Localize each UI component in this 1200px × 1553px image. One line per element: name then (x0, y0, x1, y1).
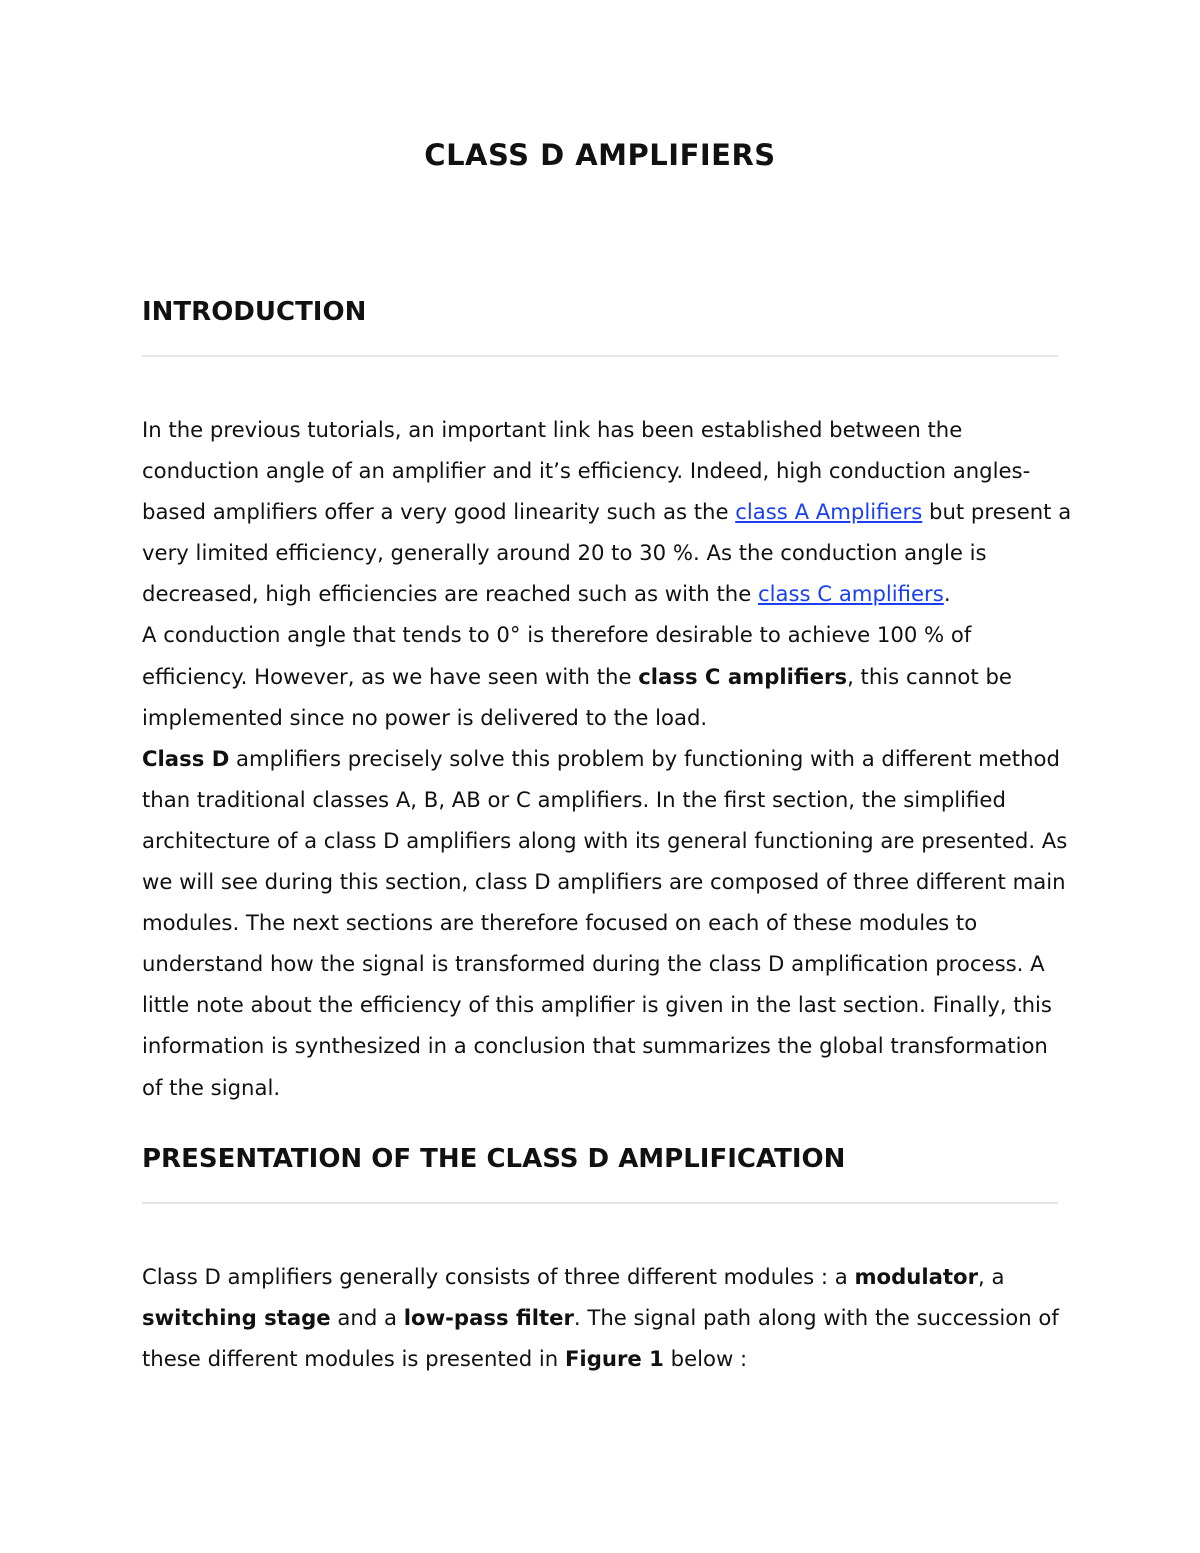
figure-reference: Figure 1 (564, 1346, 664, 1372)
paragraph-text: Class D amplifiers generally consists of three different modules : a (142, 1264, 855, 1289)
paragraph-text: A conduction angle that tends to 0° is therefore desirable to achieve 100 % of efficiency. However, as we have seen with the (142, 622, 972, 689)
paragraph-text: amplifiers precisely solve this problem by functioning with a different method than traditional classes A, B, AB or C amplifiers. In the first section, the simplified architecture of a class D amplifiers along with its general functioning are presented. As we will see during this section, class D amplifiers are composed of three different main modules. The next sections are therefore focused on each of these modules to understand how the signal is transformed during the class D amplification process. A little note about the efficiency of this amplifier is given in the last section. Finally, this information is synthesized in a conclusion that summarizes the global transformation of the signal. (142, 745, 1068, 1100)
paragraph (142, 409, 1072, 614)
class-c-amplifiers-link[interactable]: class C amplifiers (757, 581, 944, 607)
presentation-body (142, 1256, 1072, 1379)
section-heading-presentation: PRESENTATION OF THE CLASS D AMPLIFICATION (142, 1144, 846, 1174)
paragraph (142, 614, 1072, 737)
section-heading-introduction: INTRODUCTION (142, 297, 367, 327)
bold-term: Class D (142, 745, 230, 771)
introduction-body (142, 409, 1072, 1108)
section-divider (142, 355, 1058, 357)
section-divider (142, 1202, 1058, 1204)
bold-term: low-pass filter (403, 1305, 574, 1331)
paragraph (142, 738, 1072, 1108)
paragraph-text: but present a very limited efficiency, generally around 20 to 30 %. As the conduction angle is decreased, high efficiencies are reached such as with the (142, 499, 1072, 607)
bold-term: class C amplifiers (638, 663, 848, 689)
bold-term: switching stage (142, 1305, 331, 1331)
class-a-amplifiers-link[interactable]: class A Amplifiers (735, 499, 923, 525)
paragraph-text: . The signal path along with the succession of these different modules is presented in (142, 1305, 1059, 1372)
bold-term: modulator (854, 1264, 979, 1289)
paragraph-text: below : (663, 1346, 748, 1372)
document-title: CLASS D AMPLIFIERS (424, 138, 776, 172)
paragraph-text: , this cannot be implemented since no power is delivered to the load. (142, 663, 1012, 730)
paragraph (142, 1256, 1072, 1379)
paragraph-text: In the previous tutorials, an important link has been established between the conduction angle of an amplifier and it’s efficiency. Indeed, high conduction angles-based amplifiers offer a very good linearity such as the (142, 417, 1031, 525)
paragraph-text: and a (330, 1305, 404, 1331)
paragraph-text: , a (978, 1264, 1005, 1289)
paragraph-text: . (943, 581, 951, 607)
